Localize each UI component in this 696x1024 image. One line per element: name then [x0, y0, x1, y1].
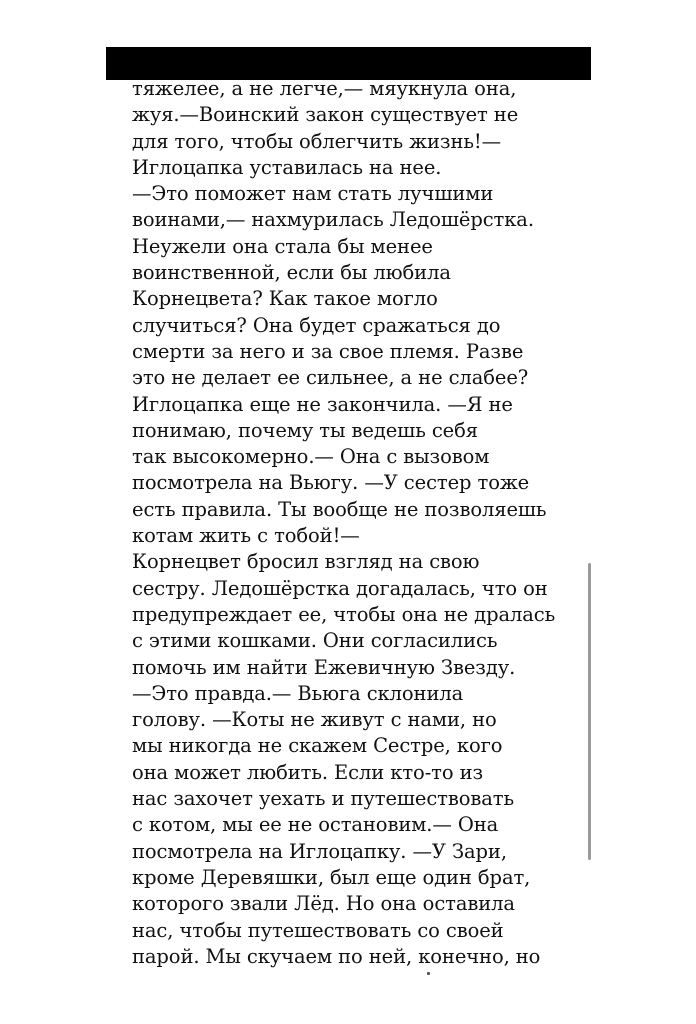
text-line: воинственной, если бы любила: [132, 261, 451, 285]
text-line: нас, чтобы путешествовать со своей: [132, 918, 504, 942]
text-line: это не делает ее сильнее, а не слабее?: [132, 366, 529, 390]
text-line: с этими кошками. Они согласились: [132, 629, 498, 653]
text-line: тяжелее, а не легче,— мяукнула она,: [132, 77, 517, 100]
text-line: есть правила. Ты вообще не позволяешь: [132, 497, 547, 521]
text-line: понимаю, почему ты ведешь себя: [132, 418, 478, 442]
text-line: нас захочет уехать и путешествовать: [132, 787, 514, 811]
scrollbar-thumb[interactable]: [588, 563, 591, 860]
text-line: Корнецвет бросил взгляд на свою: [132, 550, 480, 574]
text-line: воинами,— нахмурилась Ледошёрстка.: [132, 208, 534, 232]
text-line: Иглоцапка еще не закончила. —Я не: [132, 392, 513, 416]
text-line: посмотрела на Иглоцапку. —У Зари,: [132, 839, 507, 863]
book-text[interactable]: [132, 76, 582, 970]
text-line: с котом, мы ее не остановим.— Она: [132, 813, 499, 837]
text-line: предупреждает ее, чтобы она не дралась: [132, 602, 556, 626]
text-line: —Это правда.— Вьюга склонила: [132, 681, 464, 705]
text-line: она может любить. Если кто-то из: [132, 760, 484, 784]
text-line: для того, чтобы облегчить жизнь!—: [132, 129, 501, 153]
text-line: которого звали Лёд. Но она оставила: [132, 892, 515, 916]
text-line: Неужели она стала бы менее: [132, 234, 433, 258]
text-line: жуя.—Воинский закон существует не: [132, 103, 519, 127]
text-line: случиться? Она будет сражаться до: [132, 313, 501, 337]
text-line: Иглоцапка уставилась на нее.: [132, 155, 442, 179]
text-line: парой. Мы скучаем по ней, конечно, но: [132, 944, 541, 968]
text-line: мы никогда не скажем Сестре, кого: [132, 734, 503, 758]
text-line: сестру. Ледошёрстка догадалась, что он: [132, 576, 548, 600]
text-line: котам жить с тобой!—: [132, 524, 360, 548]
text-line: помочь им найти Ежевичную Звезду.: [132, 655, 516, 679]
text-line: Корнецвета? Как такое могло: [132, 287, 438, 311]
text-line: смерти за него и за свое племя. Разве: [132, 339, 524, 363]
text-line: —Это поможет нам стать лучшими: [132, 182, 494, 206]
text-line: посмотрела на Вьюгу. —У сестер тоже: [132, 471, 530, 495]
text-line: голову. —Коты не живут с нами, но: [132, 708, 497, 732]
text-line: так высокомерно.— Она с вызовом: [132, 445, 490, 469]
page-indicator-mark: [427, 972, 430, 975]
text-line: кроме Деревяшки, был еще один брат,: [132, 865, 531, 889]
